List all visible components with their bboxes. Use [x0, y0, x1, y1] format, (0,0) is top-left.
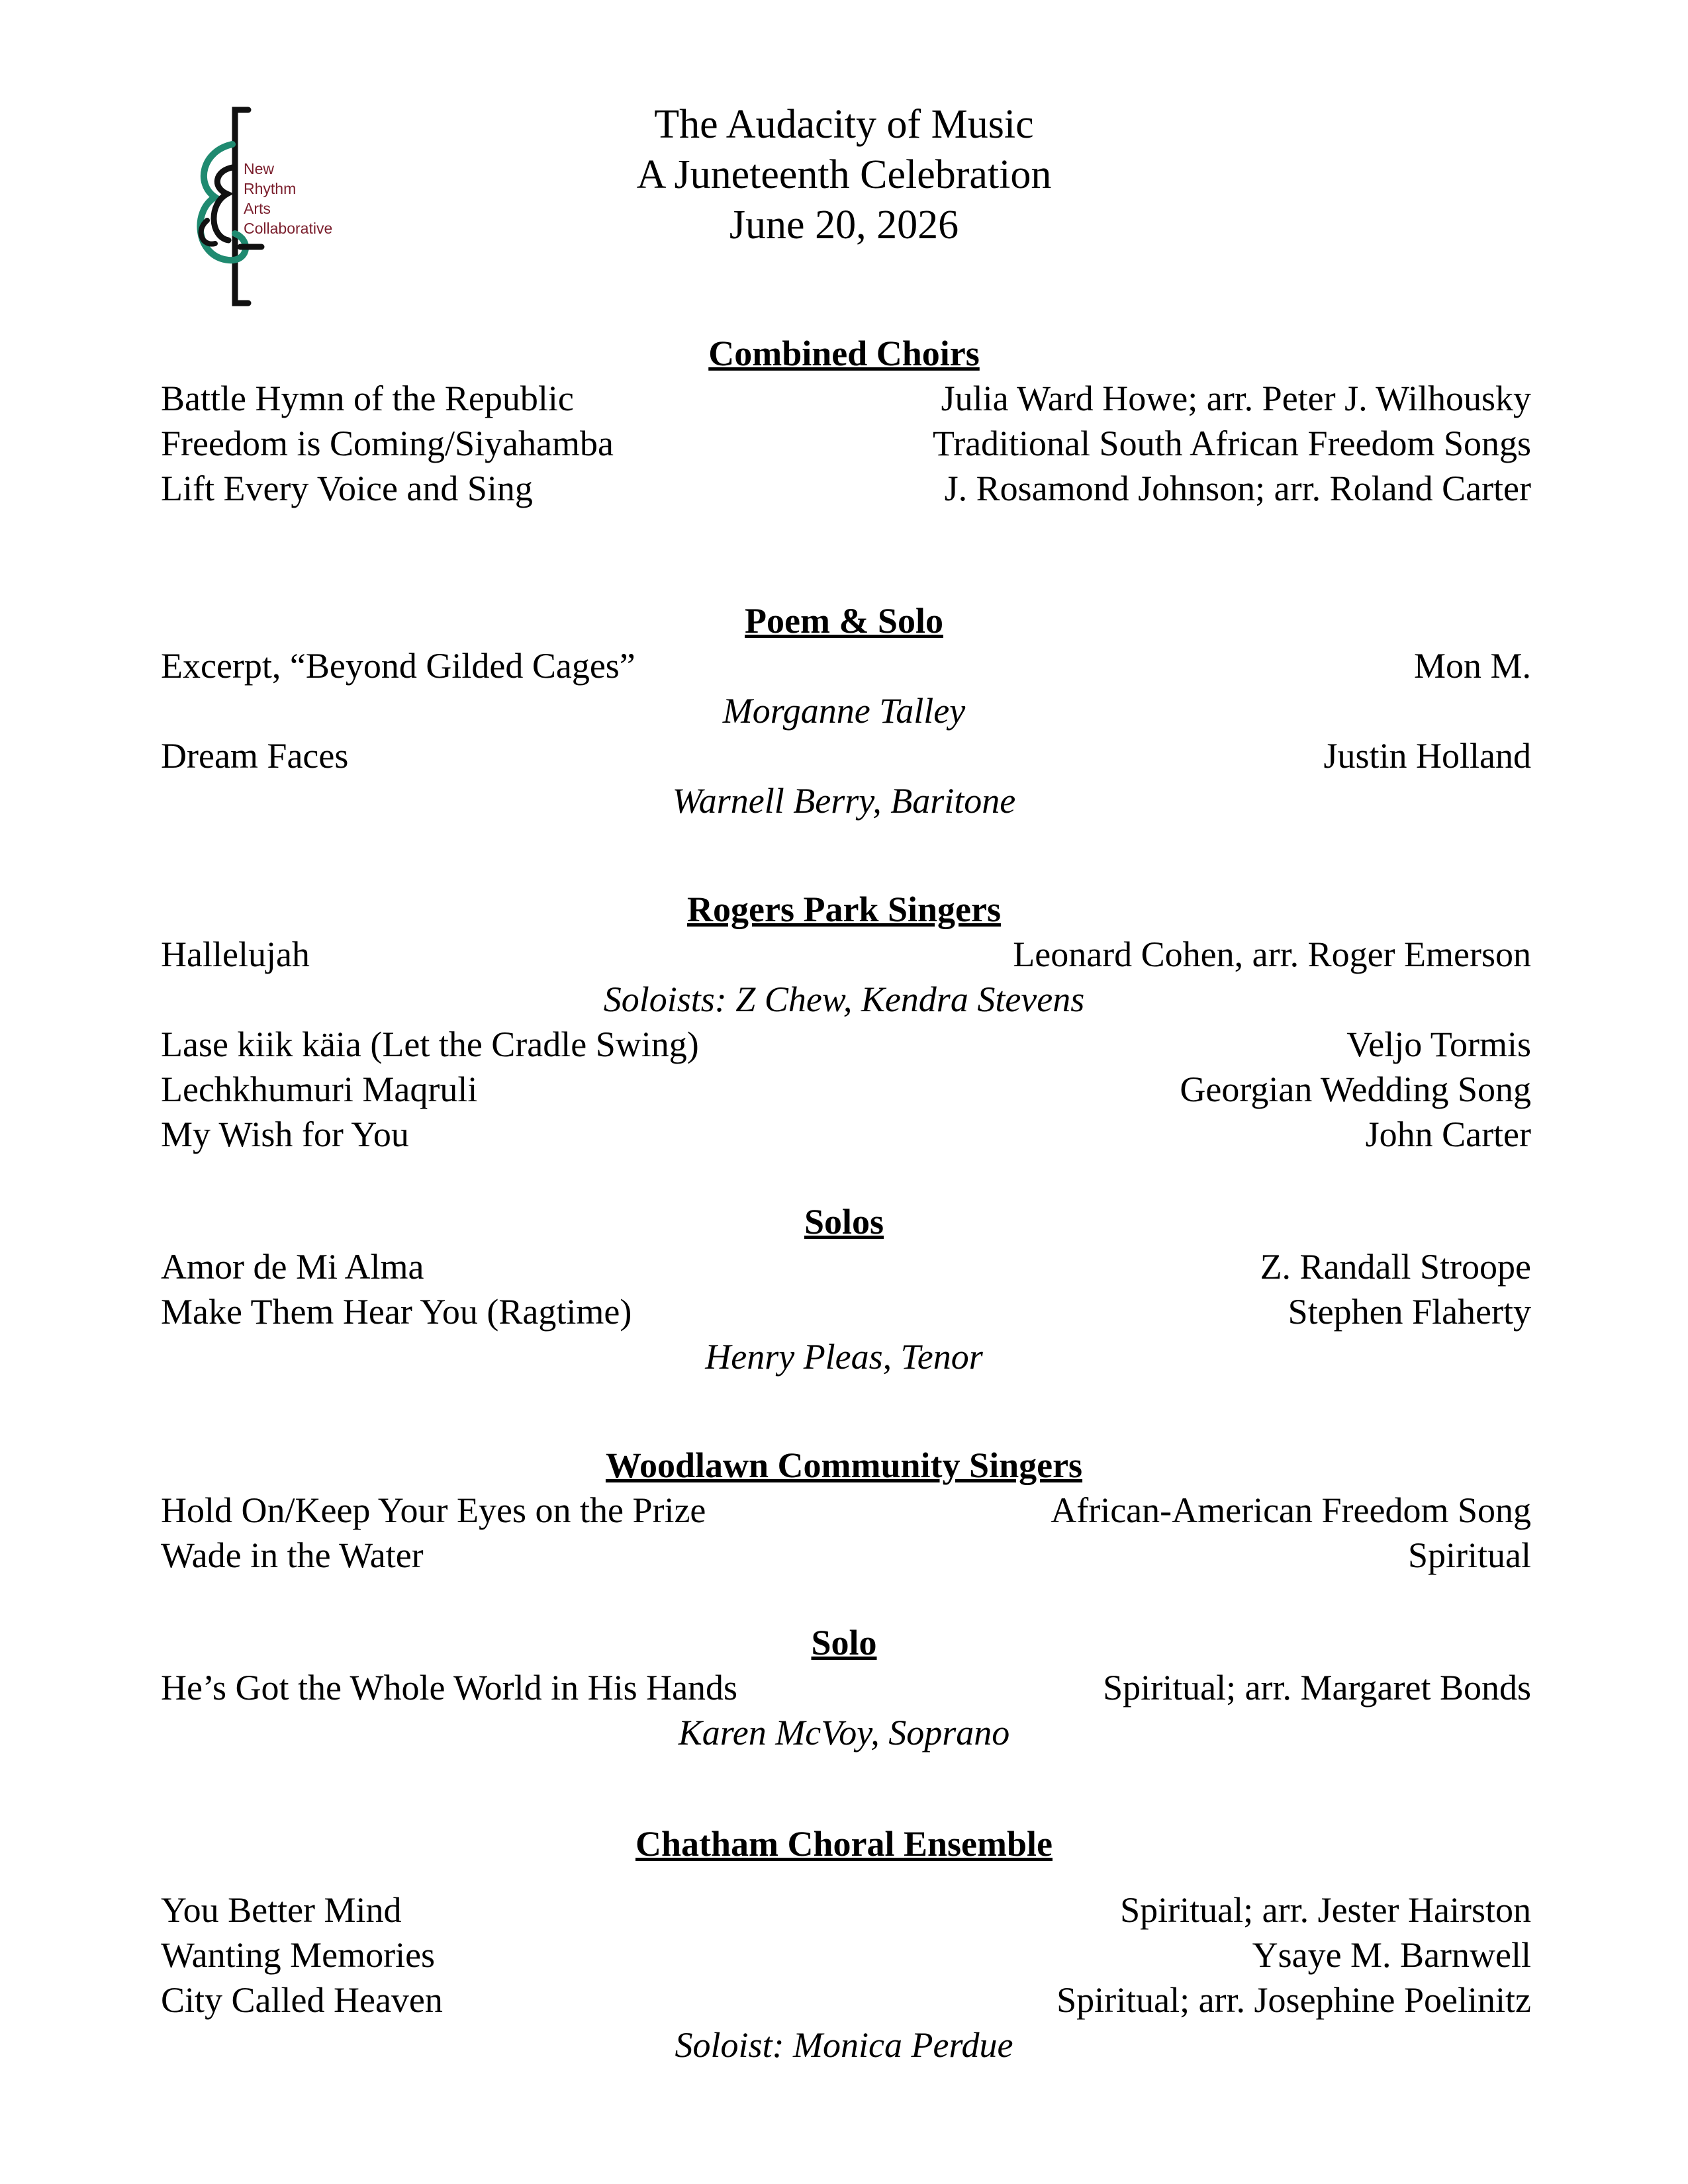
section-heading-rogers-park-singers: Rogers Park Singers — [687, 889, 1001, 929]
composer: J. Rosamond Johnson; arr. Roland Carter — [944, 469, 1531, 508]
composer: Traditional South African Freedom Songs — [933, 424, 1531, 463]
performer: Soloists: Z Chew, Kendra Stevens — [603, 979, 1085, 1019]
program-row — [161, 1533, 1531, 1578]
logo-text-line-1: New — [244, 160, 275, 177]
section-heading-solos: Solos — [804, 1202, 884, 1242]
piece-title: Dream Faces — [161, 736, 349, 776]
piece-title: Wade in the Water — [161, 1535, 424, 1575]
piece-title: Lift Every Voice and Sing — [161, 469, 533, 508]
composer: Leonard Cohen, arr. Roger Emerson — [1013, 934, 1531, 974]
program-row — [161, 1888, 1531, 1933]
title-line-3: June 20, 2026 — [729, 203, 959, 248]
program-row — [161, 1112, 1531, 1157]
composer: Z. Randall Stroope — [1260, 1247, 1531, 1287]
program-row — [161, 421, 1531, 466]
composer: Spiritual; arr. Margaret Bonds — [1103, 1668, 1531, 1707]
piece-title: Freedom is Coming/Siyahamba — [161, 424, 614, 463]
piece-title: Battle Hymn of the Republic — [161, 379, 574, 418]
section-heading-poem-solo: Poem & Solo — [745, 601, 943, 641]
composer: John Carter — [1365, 1115, 1531, 1154]
section-heading-combined-choirs: Combined Choirs — [708, 334, 980, 373]
program-row — [161, 1022, 1531, 1067]
piece-title: My Wish for You — [161, 1115, 409, 1154]
title-line-1: The Audacity of Music — [654, 102, 1034, 147]
program-row — [161, 1488, 1531, 1533]
logo-text-line-2: Rhythm — [244, 180, 297, 197]
program-row — [161, 376, 1531, 421]
program-row — [161, 1665, 1531, 1710]
composer: Georgian Wedding Song — [1180, 1069, 1531, 1109]
program-row — [161, 1289, 1531, 1334]
performer: Henry Pleas, Tenor — [705, 1337, 983, 1377]
composer: Veljo Tormis — [1346, 1024, 1531, 1064]
program-row — [161, 643, 1531, 688]
composer: Justin Holland — [1323, 736, 1531, 776]
piece-title: Lechkhumuri Maqruli — [161, 1069, 478, 1109]
program-row — [161, 1244, 1531, 1289]
piece-title: Hallelujah — [161, 934, 310, 974]
section-heading-solo: Solo — [811, 1623, 877, 1662]
piece-title: Amor de Mi Alma — [161, 1247, 424, 1287]
piece-title: Lase kiik käia (Let the Cradle Swing) — [161, 1024, 699, 1064]
piece-title: Hold On/Keep Your Eyes on the Prize — [161, 1490, 706, 1530]
composer: African-American Freedom Song — [1051, 1490, 1531, 1530]
composer: Mon M. — [1413, 646, 1531, 686]
performer: Warnell Berry, Baritone — [672, 781, 1016, 821]
program-row — [161, 733, 1531, 778]
title-line-2: A Juneteenth Celebration — [636, 152, 1052, 197]
page-title — [0, 99, 1688, 250]
piece-title: City Called Heaven — [161, 1980, 443, 2020]
piece-title: Make Them Hear You (Ragtime) — [161, 1292, 632, 1332]
composer: Spiritual; arr. Jester Hairston — [1120, 1890, 1531, 1930]
logo-text-line-3: Arts — [244, 200, 271, 217]
performer: Morganne Talley — [722, 691, 966, 731]
composer: Ysaye M. Barnwell — [1252, 1935, 1531, 1975]
composer: Julia Ward Howe; arr. Peter J. Wilhousky — [941, 379, 1531, 418]
composer: Spiritual; arr. Josephine Poelinitz — [1056, 1980, 1531, 2020]
section-heading-chatham-choral-ensemble: Chatham Choral Ensemble — [635, 1824, 1053, 1864]
piece-title: You Better Mind — [161, 1890, 402, 1930]
performer: Karen McVoy, Soprano — [678, 1713, 1010, 1752]
section-heading-woodlawn-community-singers: Woodlawn Community Singers — [605, 1445, 1083, 1485]
composer: Spiritual — [1408, 1535, 1531, 1575]
program-row — [161, 1933, 1531, 1978]
piece-title: Excerpt, “Beyond Gilded Cages” — [161, 646, 635, 686]
program-row — [161, 1978, 1531, 2023]
program-row — [161, 932, 1531, 977]
logo-text-line-4: Collaborative — [244, 220, 333, 237]
piece-title: He’s Got the Whole World in His Hands — [161, 1668, 738, 1707]
composer: Stephen Flaherty — [1288, 1292, 1531, 1332]
program-row — [161, 1067, 1531, 1112]
performer: Soloist: Monica Perdue — [675, 2025, 1013, 2065]
program-row — [161, 466, 1531, 511]
piece-title: Wanting Memories — [161, 1935, 436, 1975]
